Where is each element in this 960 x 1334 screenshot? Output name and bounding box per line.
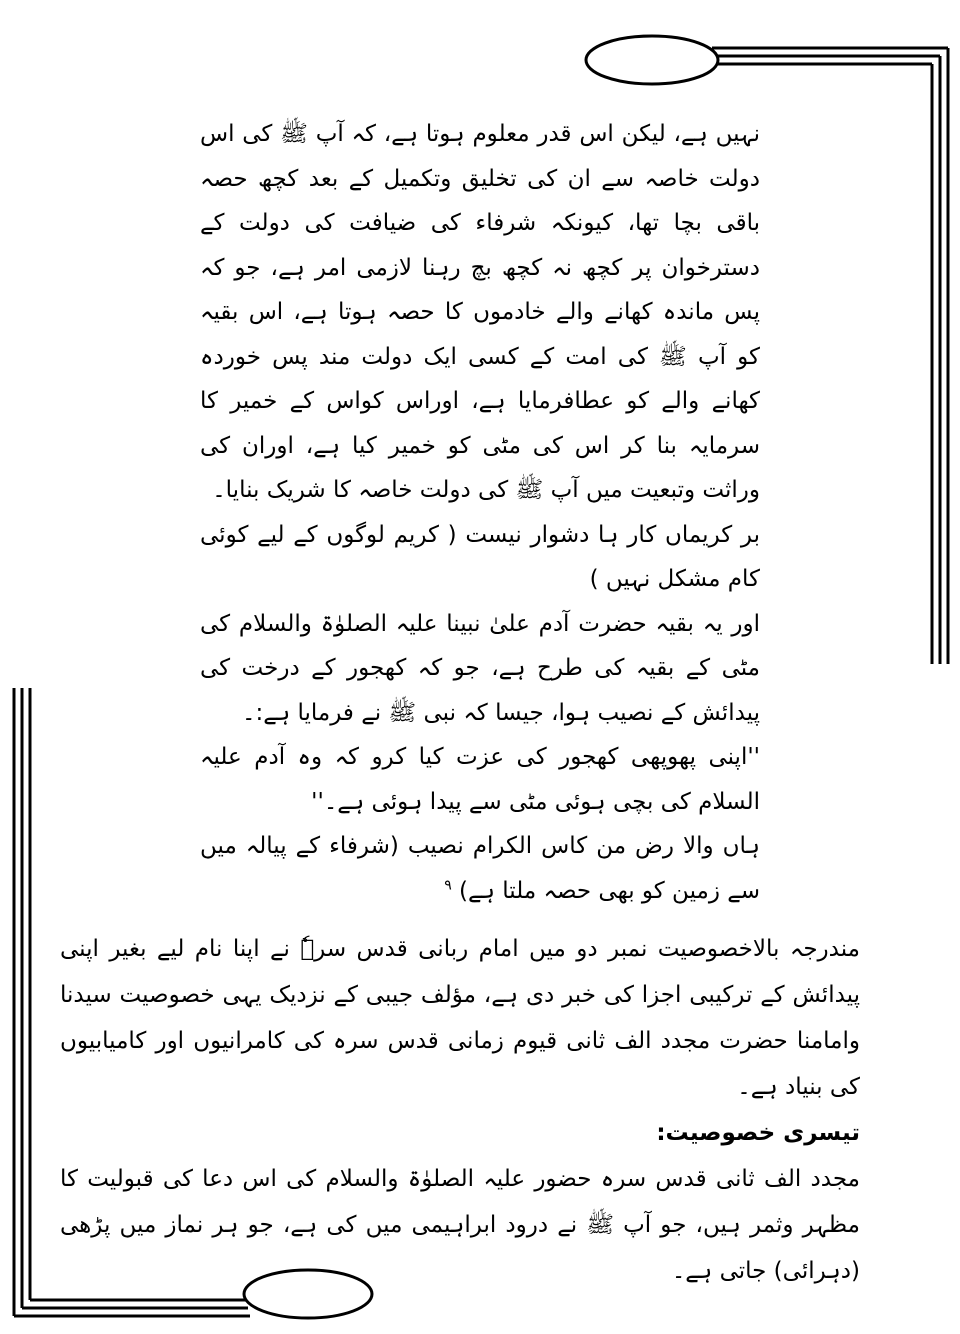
paragraph-7: مجدد الف ثانی قدس سرہ حضور علیہ الصلوٰۃ والسلام کی اس دعا کی قبولیت کا مظہر وثمر ہیں، جو آپ ﷺ نے درود ابراہیمی میں کی ہے، جو ہر نماز میں پڑھی (دہرائی) جاتی ہے۔ (60, 1166, 860, 1284)
top-ornament-oval (586, 36, 718, 84)
paragraph-6: مندرجہ بالاخصوصیت نمبر دو میں امام ربانی قدس سرہٗ نے اپنا نام لیے بغیر اپنی پیدائش کے ترکیبی اجزا کی خبر دی ہے، مؤلف جیبی کے نزدیک یہی خصوصیت سیدنا وامامنا حضرت مجدد الف ثانی قیوم زمانی قدس سرہ کی کامرانیوں اور کامیابیوں کی بنیاد ہے۔ (60, 936, 860, 1100)
lower-text-block (60, 926, 860, 1294)
paragraph-4-quote: ''اپنی پھوپھی کھجور کی عزت کیا کرو کہ وہ آدم علیہ السلام کی بچی ہوئی مٹی سے پیدا ہوئی ہے۔'' (200, 744, 760, 815)
paragraph-3: اور یہ بقیہ حضرت آدم علیٰ نبینا علیہ الصلوٰۃ والسلام کی مٹی کے بقیہ کی طرح ہے، جو کہ کھجور کے درخت کی پیدائش کے نصیب ہوا، جیسا کہ نبی ﷺ نے فرمایا ہے:۔ (200, 610, 760, 726)
section-heading-third-feature: تیسری خصوصیت: (656, 1120, 860, 1146)
paragraph-1: نہیں ہے، لیکن اس قدر معلوم ہوتا ہے، کہ آپ ﷺ کی اس دولت خاصہ سے ان کی تخلیق وتکمیل کے بعد کچھ حصہ باقی بچا تھا، کیونکہ شرفاء کی ضیافت کی دولت کے دسترخوان پر کچھ نہ کچھ بچ رہنا لازمی امر ہے، جو کہ پس ماندہ کھانے والے خادموں کا حصہ ہوتا ہے، اس بقیہ کو آپ ﷺ کی امت کے کسی ایک دولت مند پس خوردہ کھانے والے کو عطافرمایا ہے، اوراس کواس کے خمیر کا سرمایہ بنا کر اس کی مٹی کو خمیر کیا ہے، اوران کی وراثت وتبعیت میں آپ ﷺ کی دولت خاصہ کا شریک بنایا۔ (200, 121, 760, 503)
upper-text-block (200, 112, 760, 913)
verse-text: ہاں والا رض من کاس الکرام نصیب (شرفاء کے پیالہ میں سے زمین کو بھی حصہ ملتا ہے) (200, 833, 760, 904)
paragraph-2-couplet: بر کریماں کار ہا دشوار نیست ( کریم لوگوں کے لیے کوئی کام مشکل نہیں ) (200, 521, 760, 592)
paragraph-5-verse (200, 824, 760, 913)
footnote-marker: ۹ (444, 876, 452, 893)
